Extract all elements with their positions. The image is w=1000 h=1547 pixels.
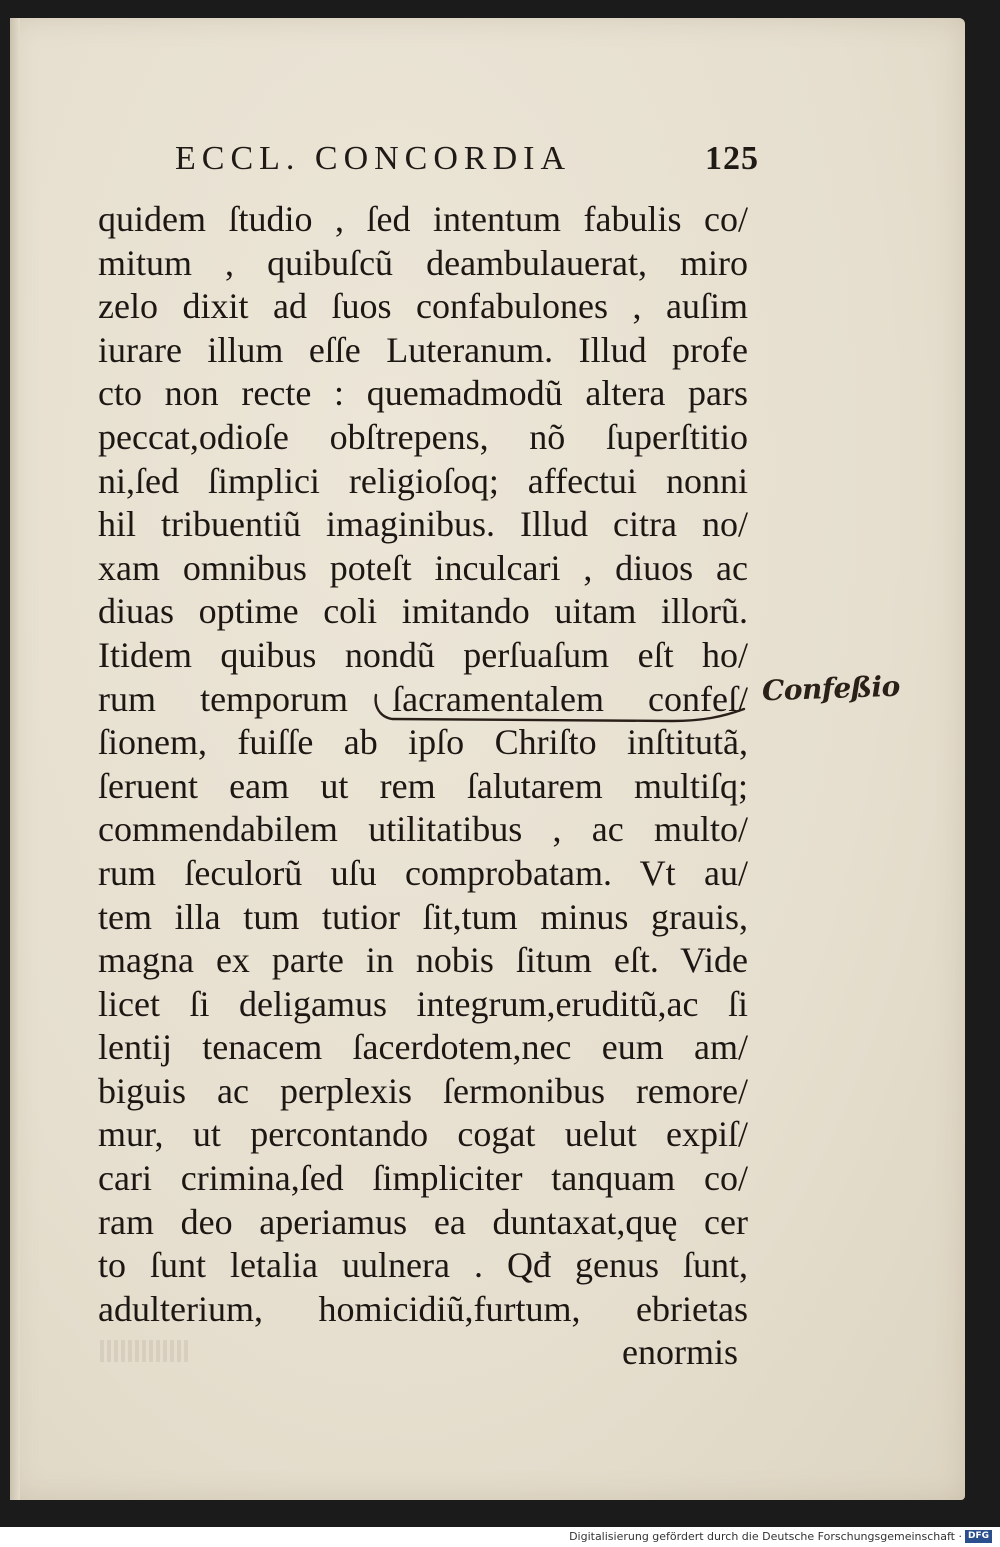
marginal-note: Confeßio [761, 669, 901, 708]
text-line-content: mitum , quibuſcũ deambulauerat, miro [98, 242, 748, 283]
text-line [98, 460, 748, 504]
text-line-content: lentij tenacem ſacerdotem,nec eum am/ [98, 1027, 748, 1068]
text-line-content: licet ſi deligamus integrum,eruditũ,ac ſi [98, 983, 748, 1024]
text-line [98, 416, 748, 460]
text-line [98, 1157, 748, 1201]
text-line [98, 329, 748, 373]
text-line-content: quidem ſtudio , ſed intentum fabulis co/ [98, 199, 748, 239]
catchword [98, 1331, 748, 1375]
text-line-content: hil tribuentiũ imaginibus. Illud citra no/ [98, 504, 748, 545]
text-line [98, 1244, 748, 1288]
ink-underline [372, 687, 752, 737]
body-text [98, 198, 748, 1375]
text-line-content: ſionem, fuiſſe ab ipſo Chriſto inſtitutã, [98, 722, 748, 763]
footer-credit [569, 1530, 992, 1543]
text-line [98, 590, 748, 634]
text-line [98, 1026, 748, 1070]
text-line [98, 372, 748, 416]
text-line [98, 939, 748, 983]
text-line [98, 285, 748, 329]
text-line-content: ram deo aperiamus ea duntaxat,quę cer [98, 1201, 748, 1242]
text-line [98, 765, 748, 809]
text-line-content: iurare illum eſſe Luteranum. Illud profe [98, 329, 748, 370]
text-line [98, 1113, 748, 1157]
text-line-content: tem illa tum tutior ſit,tum minus grauis, [98, 896, 748, 937]
text-line [98, 547, 748, 591]
text-line-content: Itidem quibus nondũ perſuaſum eſt ho/ [98, 634, 748, 675]
text-line-content: ni,ſed ſimplici religioſoq; affectui nonni [98, 460, 748, 501]
text-line-content: ſeruent eam ut rem ſalutarem multiſq; [98, 765, 748, 806]
running-head [175, 140, 775, 180]
dfg-logo: DFG [965, 1530, 992, 1543]
text-line [98, 983, 748, 1027]
running-head-title: ECCL. CONCORDIA [175, 140, 572, 177]
text-line [98, 808, 748, 852]
page-number: 125 [705, 140, 759, 177]
catchword-text: enormis [622, 1332, 738, 1373]
text-line [98, 634, 748, 678]
ink-bleed-mark [100, 1340, 190, 1362]
text-line-content: xam omnibus poteſt inculcari , diuos ac [98, 547, 748, 588]
footer-credit-text: Digitalisierung gefördert durch die Deutsche Forschungsgemeinschaft · [569, 1530, 962, 1543]
text-line-content: mur, ut percontando cogat uelut expiſ/ [98, 1114, 748, 1155]
text-line [98, 503, 748, 547]
text-line-content: biguis ac perplexis ſermonibus remore/ [98, 1070, 748, 1111]
text-line [98, 198, 748, 242]
text-line-content: rum temporum ſacramentalem confeſ/ [98, 678, 748, 719]
text-line-content: adulterium, homicidiũ,furtum, ebrietas [98, 1288, 748, 1329]
text-line [98, 1201, 748, 1245]
text-line [98, 896, 748, 940]
text-line-content: rum ſeculorũ uſu comprobatam. Vt au/ [98, 852, 748, 893]
text-line-content: diuas optime coli imitando uitam illorũ. [98, 591, 748, 632]
text-line-content: zelo dixit ad ſuos confabulones , auſim [98, 286, 748, 327]
text-line-content: peccat,odioſe obſtrepens, nõ ſuperſtitio [98, 416, 748, 457]
page-gutter-edge [10, 18, 20, 1500]
text-line [98, 1288, 748, 1332]
text-line-content: cto non recte : quemadmodũ altera pars [98, 373, 748, 414]
text-line-content: magna ex parte in nobis ſitum eſt. Vide [98, 940, 748, 981]
text-line [98, 1070, 748, 1114]
text-line [98, 242, 748, 286]
text-line-content: to ſunt letalia uulnera . Qđ genus ſunt, [98, 1245, 748, 1286]
text-line [98, 852, 748, 896]
text-line-content: cari crimina,ſed ſimpliciter tanquam co/ [98, 1158, 748, 1199]
text-line-content: commendabilem utilitatibus , ac multo/ [98, 809, 748, 850]
